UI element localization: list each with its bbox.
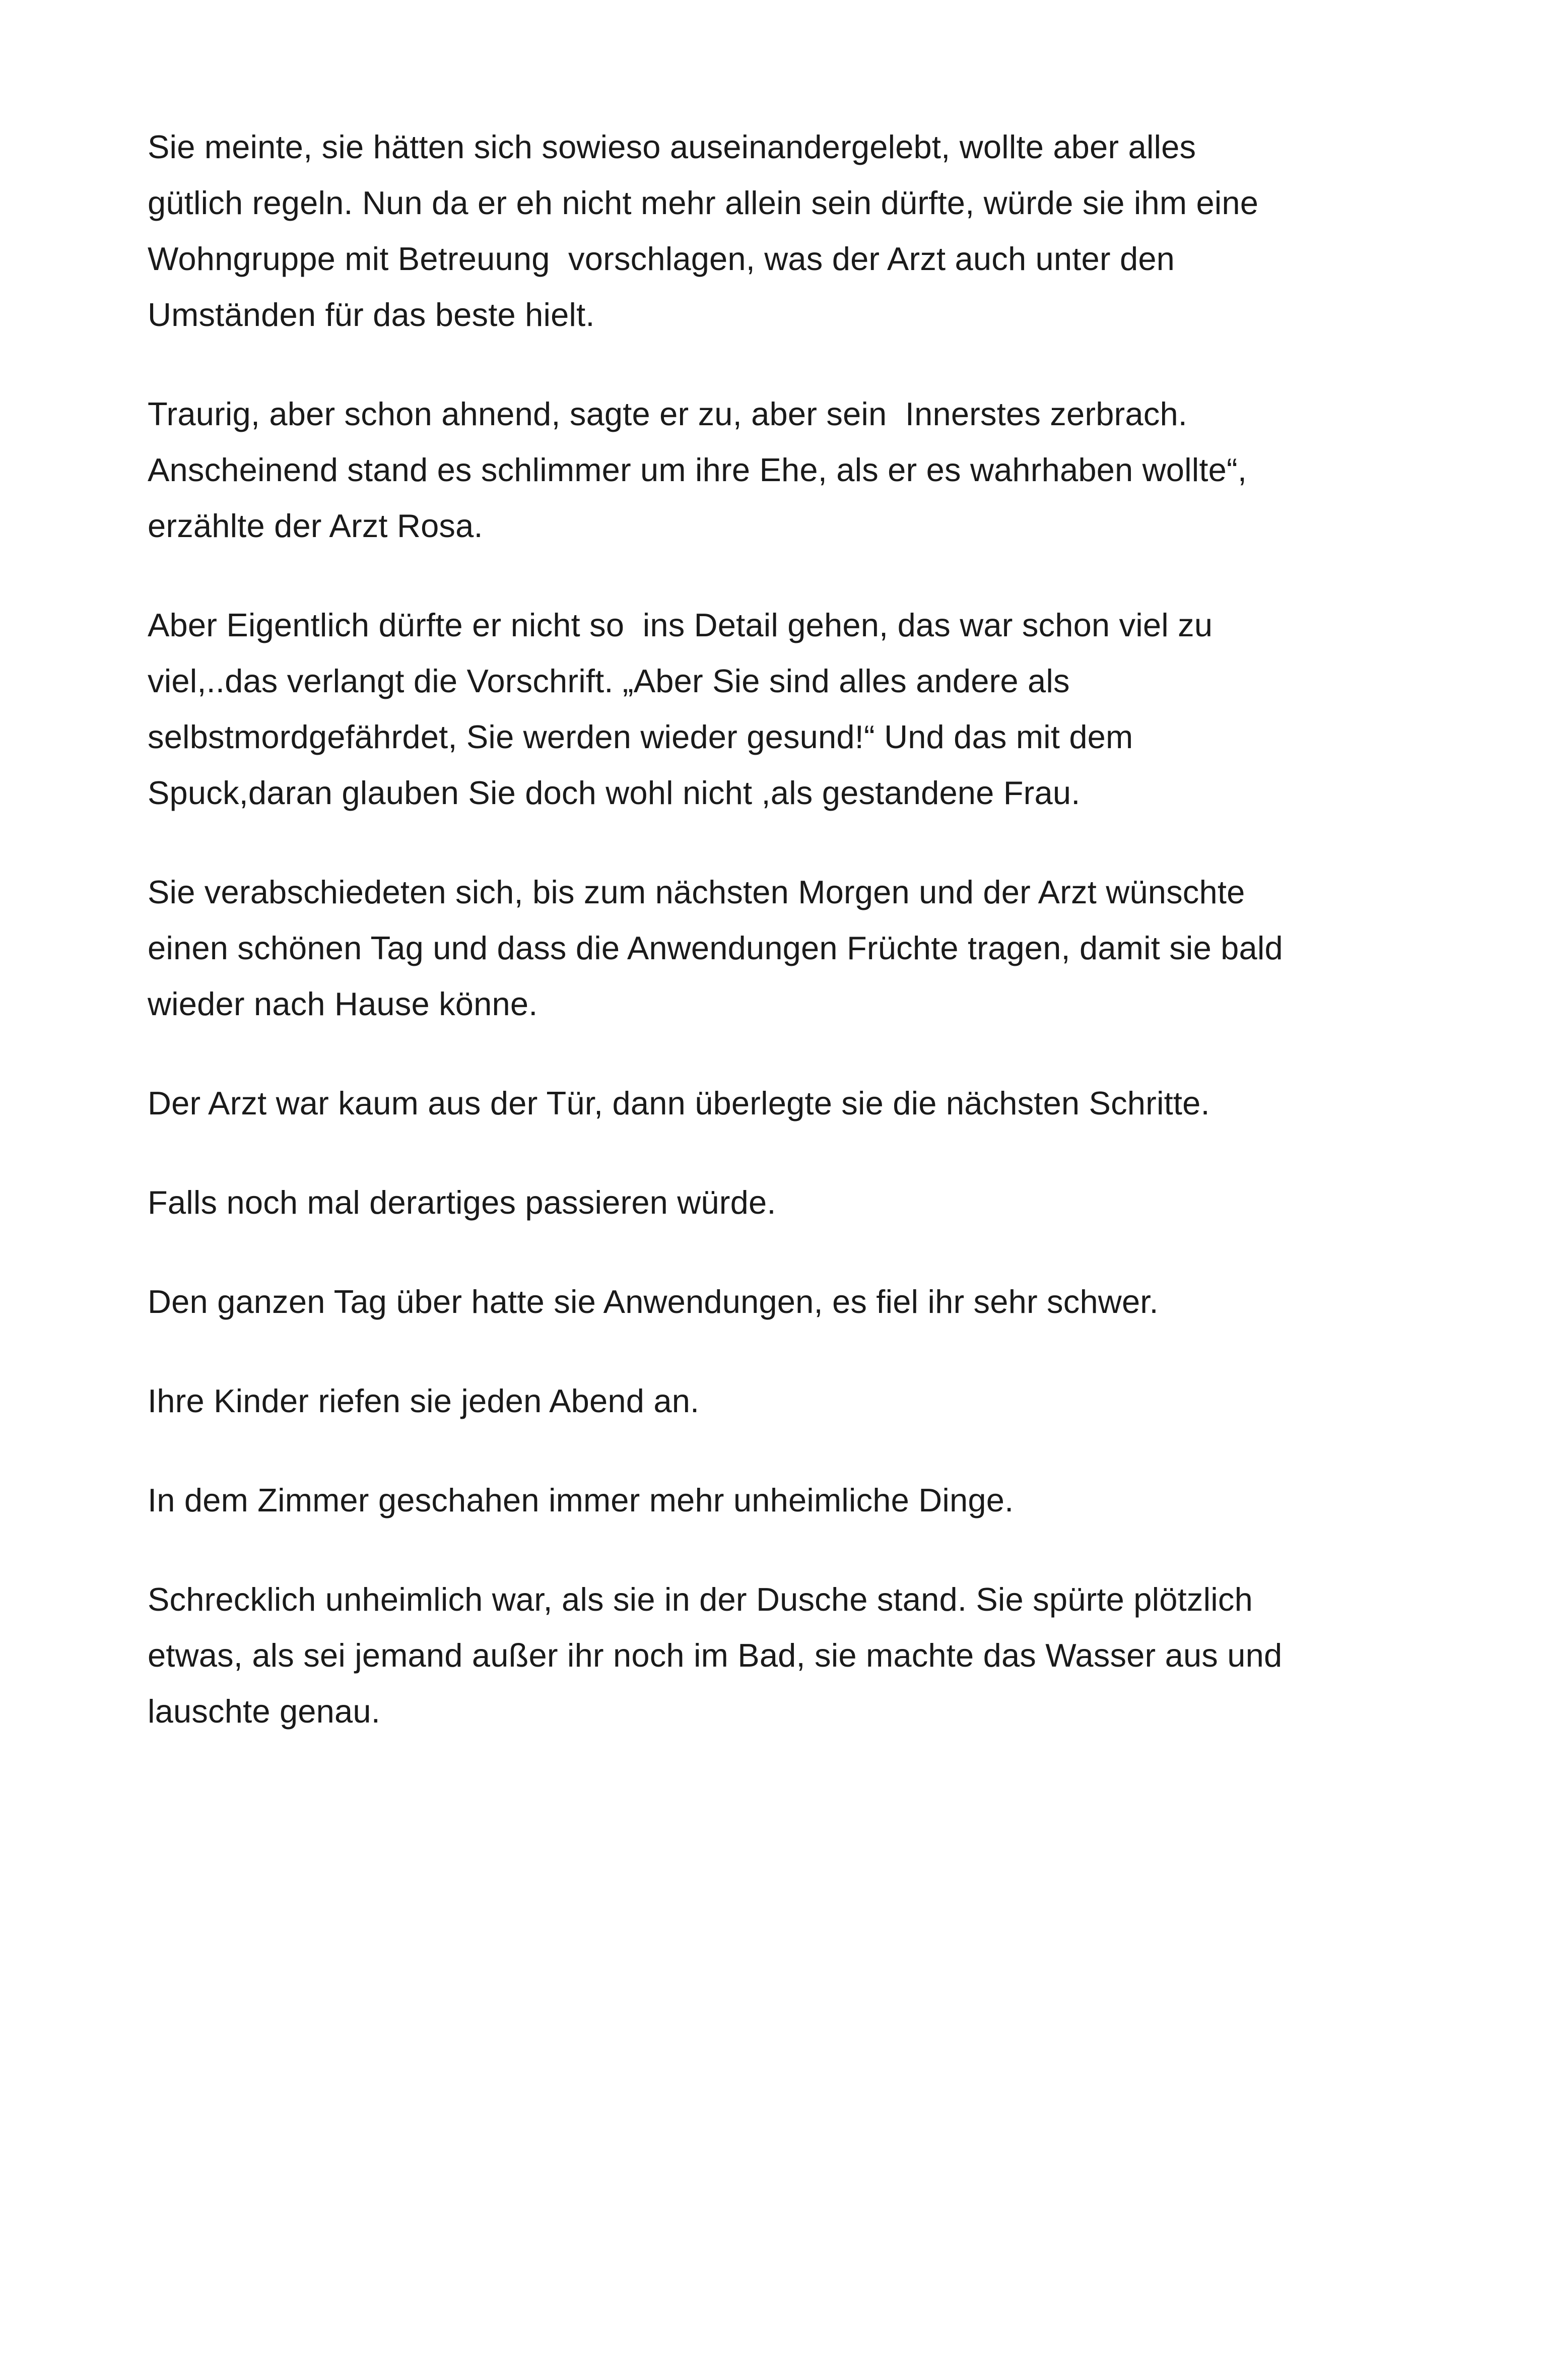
paragraph-10 [148,1571,1407,1739]
paragraph-3 [148,597,1407,821]
text-line: Der Arzt war kaum aus der Tür, dann überlegte sie die nächsten Schritte. [148,1085,1210,1121]
paragraph-2 [148,386,1407,554]
text-line: gütlich regeln. Nun da er eh nicht mehr allein sein dürfte, würde sie ihm eine [148,184,1259,221]
paragraph-1 [148,119,1407,343]
text-line: Sie meinte, sie hätten sich sowieso auseinandergelebt, wollte aber alles [148,128,1196,165]
text-line: erzählte der Arzt Rosa. [148,507,483,544]
document-body [148,119,1407,1782]
text-line: Den ganzen Tag über hatte sie Anwendungen, es fiel ihr sehr schwer. [148,1283,1159,1320]
text-line: In dem Zimmer geschahen immer mehr unheimliche Dinge. [148,1482,1014,1518]
paragraph-4 [148,864,1407,1032]
paragraph-5 [148,1075,1407,1131]
text-line: Wohngruppe mit Betreuung vorschlagen, was der Arzt auch unter den [148,240,1175,277]
text-line: Ihre Kinder riefen sie jeden Abend an. [148,1382,700,1419]
text-line: Spuck,daran glauben Sie doch wohl nicht ,als gestandene Frau. [148,774,1081,811]
text-line: lauschte genau. [148,1693,380,1730]
text-line: Falls noch mal derartiges passieren würde. [148,1184,776,1221]
text-line: etwas, als sei jemand außer ihr noch im Bad, sie machte das Wasser aus und [148,1637,1283,1674]
text-line: Sie verabschiedeten sich, bis zum nächsten Morgen und der Arzt wünschte [148,874,1245,910]
paragraph-8 [148,1373,1407,1429]
text-line: selbstmordgefährdet, Sie werden wieder gesund!“ Und das mit dem [148,718,1133,755]
text-line: Traurig, aber schon ahnend, sagte er zu, aber sein Innerstes zerbrach. [148,395,1188,432]
text-line: viel,..das verlangt die Vorschrift. „Aber Sie sind alles andere als [148,663,1070,699]
text-line: Anscheinend stand es schlimmer um ihre Ehe, als er es wahrhaben wollte“, [148,451,1247,488]
text-line: einen schönen Tag und dass die Anwendungen Früchte tragen, damit sie bald [148,930,1283,966]
text-line: wieder nach Hause könne. [148,985,538,1022]
paragraph-6 [148,1174,1407,1230]
paragraph-9 [148,1472,1407,1528]
paragraph-7 [148,1274,1407,1330]
text-line: Aber Eigentlich dürfte er nicht so ins Detail gehen, das war schon viel zu [148,607,1213,643]
text-line: Umständen für das beste hielt. [148,296,595,333]
text-line: Schrecklich unheimlich war, als sie in der Dusche stand. Sie spürte plötzlich [148,1581,1253,1618]
